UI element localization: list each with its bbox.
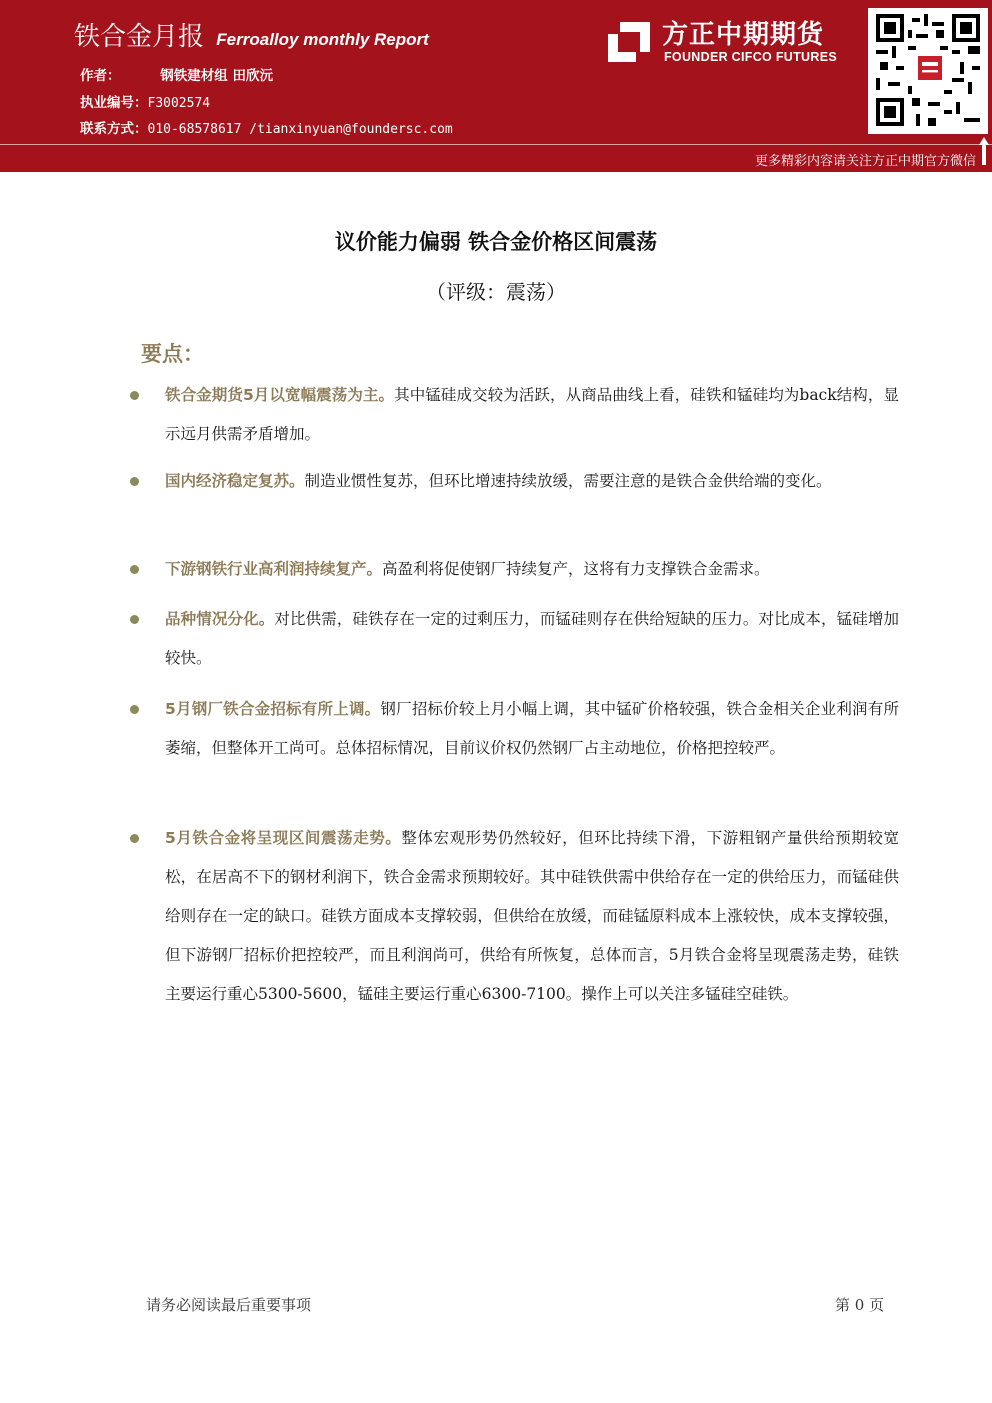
bullet-dot-icon <box>130 705 139 714</box>
qr-code-icon <box>876 14 980 126</box>
founder-logo-icon <box>606 18 652 64</box>
list-item <box>165 462 899 501</box>
bullet-text: 整体宏观形势仍然较好，但环比持续下滑，下游粗钢产量供给预期较宽松，在居高不下的钢材利润下，铁合金需求预期较好。其中硅铁供需中供给存在一定的供给压力，而锰硅供给则存在一定的缺口。硅铁方面成本支撑较弱，但供给在放缓，而硅锰原料成本上涨较快，成本支撑较强，但下游钢厂招标价把控较严，而且利润尚可，供给有所恢复，总体而言，5月铁合金将呈现震荡走势，硅铁主要运行重心5300-5600，锰硅主要运行重心6300-7100。操作上可以关注多锰硅空硅铁。 <box>165 829 899 1003</box>
bullet-text: 其中锰硅成交较为活跃，从商品曲线上看，硅铁和锰硅均为back结构，显示远月供需矛盾增加。 <box>165 386 899 443</box>
bullet-text: 钢厂招标价较上月小幅上调，其中锰矿价格较强，铁合金相关企业利润有所萎缩，但整体开工尚可。总体招标情况，目前议价权仍然钢厂占主动地位，价格把控较严。 <box>165 700 899 757</box>
bullet-text: 对比供需，硅铁存在一定的过剩压力，而锰硅则存在供给短缺的压力。对比成本，锰硅增加较快。 <box>165 610 899 667</box>
wechat-note: 更多精彩内容请关注方正中期官方微信 <box>754 154 976 169</box>
bullet-dot-icon <box>130 565 139 574</box>
list-item <box>165 600 899 678</box>
bullet-highlight: 铁合金期货5月以宽幅震荡为主。 <box>165 386 395 404</box>
bullet-highlight: 5月钢厂铁合金招标有所上调。 <box>165 700 381 718</box>
document-title: 议价能力偏弱 铁合金价格区间震荡 <box>334 230 658 254</box>
list-item <box>165 690 899 768</box>
contact-label: 联系方式： <box>80 121 148 137</box>
author-value: 钢铁建材组 田欣沅 <box>160 68 273 84</box>
footer-notice: 请务必阅读最后重要事项 <box>146 1296 312 1314</box>
logo-cn-text: 方正中期期货 <box>662 20 825 50</box>
bullet-highlight: 5月铁合金将呈现区间震荡走势。 <box>165 829 402 847</box>
author-label: 作者： <box>80 68 121 84</box>
report-title-cn: 铁合金月报 <box>74 22 205 52</box>
bullet-dot-icon <box>130 391 139 400</box>
bullet-dot-icon <box>130 834 139 843</box>
report-title-en: Ferroalloy monthly Report <box>216 30 429 49</box>
bullet-highlight: 下游钢铁行业高利润持续复产。 <box>165 560 383 578</box>
author-line <box>80 64 273 84</box>
list-item <box>165 376 899 454</box>
founder-logo <box>606 14 862 70</box>
bullet-text: 制造业惯性复苏，但环比增速持续放缓，需要注意的是铁合金供给端的变化。 <box>304 472 832 490</box>
list-item <box>165 819 899 1014</box>
license-line <box>80 91 210 111</box>
license-value: F3002574 <box>147 96 211 111</box>
bullet-text: 高盈利将促使钢厂持续复产，这将有力支撑铁合金需求。 <box>382 560 770 578</box>
report-title <box>74 16 429 53</box>
license-label: 执业编号： <box>80 95 148 111</box>
bullet-dot-icon <box>130 615 139 624</box>
bullet-highlight: 国内经济稳定复苏。 <box>165 472 305 490</box>
document-rating: （评级：震荡） <box>426 280 566 304</box>
logo-en-text: FOUNDER CIFCO FUTURES <box>664 50 837 64</box>
contact-line <box>80 117 453 137</box>
bullet-highlight: 品种情况分化。 <box>165 610 275 628</box>
bullet-dot-icon <box>130 477 139 486</box>
list-item <box>165 550 899 589</box>
report-header <box>0 0 992 172</box>
key-points-heading: 要点： <box>141 342 204 366</box>
page-number: 第 0 页 <box>835 1296 885 1314</box>
contact-value: 010-68578617 /tianxinyuan@foundersc.com <box>147 122 453 137</box>
up-arrow-icon <box>978 136 990 166</box>
qr-code <box>868 8 988 134</box>
header-divider <box>0 144 992 145</box>
